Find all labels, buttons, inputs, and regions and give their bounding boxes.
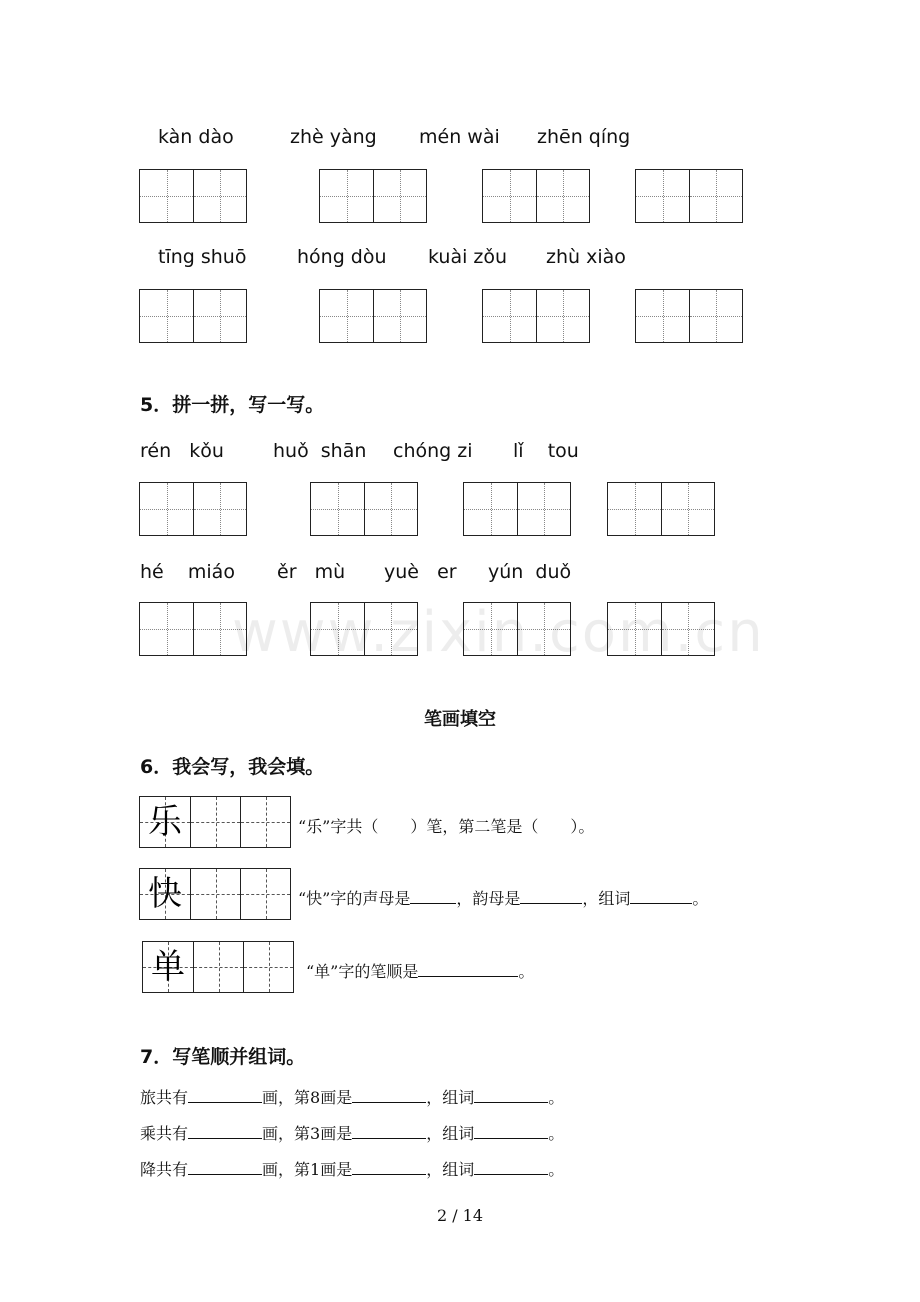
watermark: www.zixin.com.cn [232, 600, 765, 665]
answer-blank[interactable] [352, 1160, 426, 1175]
char-le: 乐 [148, 802, 182, 842]
stroke-grid-le[interactable] [139, 796, 291, 848]
dan-text-a: “单”字的笔顺是 [306, 962, 419, 981]
writing-grid[interactable] [139, 169, 247, 223]
writing-grid[interactable] [607, 482, 715, 536]
writing-grid[interactable] [482, 289, 590, 343]
pinyin-zhu-xiao: zhù xiào [546, 246, 626, 268]
section-7-title: 7．写笔顺并组词。 [140, 1046, 306, 1068]
answer-blank[interactable] [352, 1088, 426, 1103]
pinyin-yue-er: yuè er [384, 561, 457, 583]
writing-grid[interactable] [139, 602, 247, 656]
stroke-grid-kuai[interactable] [139, 868, 291, 920]
answer-blank[interactable] [352, 1124, 426, 1139]
item-kuai-text [298, 886, 708, 909]
section-7-line-3 [140, 1157, 564, 1180]
line-2-d: 。 [548, 1124, 565, 1143]
pinyin-er-mu: ěr mù [277, 561, 346, 583]
pinyin-yun-duo: yún duǒ [488, 561, 572, 583]
section-7-line-1 [140, 1085, 564, 1108]
line-1-b: 画，第8画是 [262, 1088, 353, 1107]
kuai-text-b: ，韵母是 [456, 889, 521, 908]
pinyin-chong-zi: chóng zi [393, 440, 473, 462]
line-1-d: 。 [548, 1088, 565, 1107]
dan-text-b: 。 [518, 962, 535, 981]
pinyin-men-wai: mén wài [419, 126, 500, 148]
line-3-d: 。 [548, 1160, 565, 1179]
answer-blank[interactable] [520, 889, 582, 904]
answer-blank[interactable] [188, 1160, 262, 1175]
pinyin-he-miao: hé miáo [140, 561, 235, 583]
kuai-text-c: ，组词 [582, 889, 631, 908]
writing-grid[interactable] [635, 169, 743, 223]
pinyin-zhen-qing: zhēn qíng [537, 126, 631, 148]
item-dan-text [306, 959, 534, 982]
stroke-grid-dan[interactable] [142, 941, 294, 993]
pinyin-huo-shan: huǒ shān [273, 440, 367, 462]
line-3-c: ，组词 [426, 1160, 475, 1179]
line-2-b: 画，第3画是 [262, 1124, 353, 1143]
line-3-b: 画，第1画是 [262, 1160, 353, 1179]
pinyin-hong-dou: hóng dòu [297, 246, 387, 268]
writing-grid[interactable] [319, 169, 427, 223]
item-le-text: “乐”字共（ ）笔，第二笔是（ ）。 [298, 817, 595, 836]
answer-blank[interactable] [474, 1160, 548, 1175]
pinyin-zhe-yang: zhè yàng [290, 126, 377, 148]
kuai-text-d: 。 [692, 889, 709, 908]
writing-grid[interactable] [139, 289, 247, 343]
writing-grid[interactable] [482, 169, 590, 223]
answer-blank[interactable] [418, 962, 518, 977]
writing-grid[interactable] [139, 482, 247, 536]
section-6-title: 6．我会写，我会填。 [140, 756, 325, 778]
line-2-c: ，组词 [426, 1124, 475, 1143]
line-2-a: 乘共有 [140, 1124, 189, 1143]
answer-blank[interactable] [188, 1124, 262, 1139]
char-kuai: 快 [148, 874, 182, 914]
writing-grid[interactable] [463, 482, 571, 536]
line-1-c: ，组词 [426, 1088, 475, 1107]
pinyin-ting-shuo: tīng shuō [158, 246, 247, 268]
pinyin-ren-kou: rén kǒu [140, 440, 224, 462]
answer-blank[interactable] [474, 1124, 548, 1139]
writing-grid[interactable] [310, 482, 418, 536]
answer-blank[interactable] [410, 889, 456, 904]
pinyin-kuai-zou: kuài zǒu [428, 246, 508, 268]
section-7-line-2 [140, 1121, 564, 1144]
page-number: 2 / 14 [436, 1206, 484, 1225]
char-dan: 单 [151, 947, 185, 987]
kuai-text-a: “快”字的声母是 [298, 889, 411, 908]
answer-blank[interactable] [474, 1088, 548, 1103]
pinyin-li-tou: lǐ tou [513, 440, 579, 462]
line-3-a: 降共有 [140, 1160, 189, 1179]
line-1-a: 旅共有 [140, 1088, 189, 1107]
writing-grid[interactable] [635, 289, 743, 343]
answer-blank[interactable] [630, 889, 692, 904]
writing-grid[interactable] [319, 289, 427, 343]
section-5-title: 5．拼一拼，写一写。 [140, 394, 325, 416]
pinyin-kan-dao: kàn dào [158, 126, 234, 148]
answer-blank[interactable] [188, 1088, 262, 1103]
stroke-section-title: 笔画填空 [424, 709, 496, 730]
